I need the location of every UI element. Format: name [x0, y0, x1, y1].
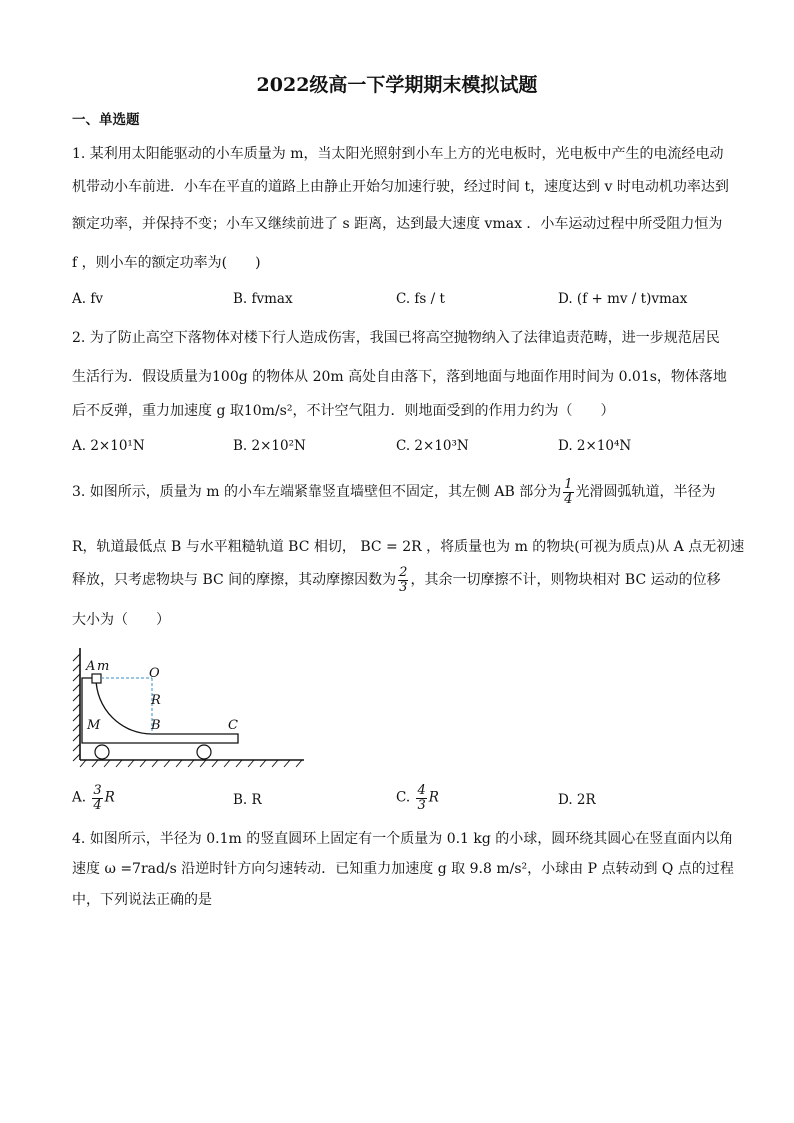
q2-line-1: 2. 为了防止高空下落物体对楼下行人造成伤害，我国已将高空抛物纳入了法律追责范畴，进一步规范居民 [72, 330, 720, 346]
label-c: C [228, 718, 238, 733]
q1-option-c[interactable]: C. fs / t [396, 291, 445, 307]
label-a: A [86, 659, 96, 674]
q1-option-a[interactable]: A. fv [72, 291, 103, 307]
q1-line-2: 机带动小车前进．小车在平直的道路上由静止开始匀加速行驶，经过时间 t，速度达到 v 时电动机功率达到 [72, 179, 729, 195]
q3-line-3 [72, 566, 721, 594]
quarter-fraction-num: 1 [564, 477, 573, 492]
q3-option-a-num: 3 [93, 783, 102, 798]
q3-option-c-suffix: R [428, 789, 439, 806]
q4-line-3: 中，下列说法正确的是 [72, 892, 212, 908]
q1-line-1: 1. 某利用太阳能驱动的小车质量为 m，当太阳光照射到小车上方的光电板时，光电板中产生的电流经电动 [72, 146, 724, 162]
quarter-fraction [563, 478, 573, 506]
q3-line-2: R，轨道最低点 B 与水平粗糙轨道 BC 相切， BC = 2R ，将质量也为 m 的物块(可视为质点)从 A 点无初速 [72, 539, 745, 555]
q3-option-c[interactable] [396, 784, 439, 812]
q3-line-1 [72, 478, 716, 506]
mu-fraction-num: 2 [399, 565, 408, 580]
q2-option-d[interactable]: D. 2×10⁴N [558, 438, 632, 454]
q3-option-d[interactable]: D. 2R [558, 792, 596, 808]
ground-hatch [80, 760, 302, 767]
q3-line-4: 大小为（ ） [72, 612, 170, 628]
label-b: B [151, 718, 161, 733]
q3-option-a[interactable] [72, 784, 115, 812]
wall-hatch [73, 654, 80, 761]
q3-option-c-den: 3 [417, 797, 426, 813]
q3-option-c-prefix: C. [396, 789, 411, 806]
q2-line-2: 生活行为．假设质量为100g 的物体从 20m 高处自由落下，落到地面与地面作用时间为 0.01s，物体落地 [72, 369, 727, 385]
q3-line-1-text-a: 3. 如图所示，质量为 m 的小车左端紧靠竖直墙壁但不固定，其左侧 AB 部分为 [72, 484, 562, 501]
section-heading: 一、单选题 [72, 112, 140, 128]
q3-line-3-text-a: 释放，只考虑物块与 BC 间的摩擦，其动摩擦因数为 [72, 572, 397, 589]
q2-option-a[interactable]: A. 2×10¹N [72, 438, 145, 454]
q3-line-1-text-b: 光滑圆弧轨道，半径为 [575, 484, 716, 501]
q3-option-b[interactable]: B. R [233, 792, 262, 808]
label-big-m: M [87, 718, 101, 733]
q4-line-2: 速度 ω =7rad/s 沿逆时针方向匀速转动．已知重力加速度 g 取 9.8 m/s²，小球由 P 点转动到 Q 点的过程 [72, 861, 734, 877]
mu-fraction-den: 3 [399, 579, 408, 595]
label-r: R [151, 693, 161, 708]
q3-option-c-fraction [416, 784, 426, 812]
q3-line-3-text-b: ，其余一切摩擦不计，则物块相对 BC 运动的位移 [410, 572, 721, 589]
q3-figure [72, 644, 312, 770]
mu-fraction [398, 566, 408, 594]
q1-option-d[interactable]: D. (f + mv / t)vmax [558, 291, 688, 307]
q4-line-1: 4. 如图所示，半径为 0.1m 的竖直圆环上固定有一个质量为 0.1 kg 的小球，圆环绕其圆心在竖直面内以角 [72, 831, 734, 847]
q1-line-3: 额定功率，并保持不变；小车又继续前进了 s 距离，达到最大速度 vmax ．小车运动过程中所受阻力恒为 [72, 216, 723, 232]
block-m [92, 674, 101, 683]
q3-option-a-fraction [92, 784, 102, 812]
q1-line-4: f ，则小车的额定功率为( ) [72, 255, 261, 271]
q2-option-b[interactable]: B. 2×10²N [233, 438, 306, 454]
q3-option-a-den: 4 [93, 797, 102, 813]
q1-option-b[interactable]: B. fvmax [233, 291, 293, 307]
quarter-fraction-den: 4 [564, 491, 573, 507]
q2-line-3: 后不反弹，重力加速度 g 取10m/s²，不计空气阻力．则地面受到的作用力约为（ ） [72, 403, 615, 419]
label-o: O [149, 666, 160, 681]
q2-option-c[interactable]: C. 2×10³N [396, 438, 469, 454]
q3-option-c-num: 4 [417, 783, 426, 798]
q3-option-a-suffix: R [104, 789, 115, 806]
page-title: 2022级高一下学期期末模拟试题 [256, 74, 538, 96]
label-m: m [97, 659, 110, 674]
left-wheel [95, 745, 109, 759]
cart-body [82, 678, 238, 743]
q3-option-a-prefix: A. [72, 789, 87, 806]
right-wheel [197, 745, 211, 759]
